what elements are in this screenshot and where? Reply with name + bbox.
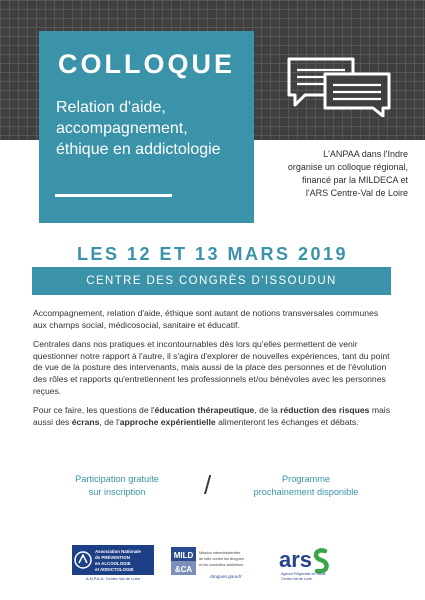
note-line: Participation gratuite <box>75 474 159 484</box>
anpaa-line: de PRÉVENTION <box>95 555 130 560</box>
note-line: sur inscription <box>88 486 146 497</box>
mildeca-url: drogues.gouv.fr <box>210 574 242 579</box>
mildeca-logo <box>171 545 255 581</box>
subtitle-line: éthique en addictologie <box>56 141 221 158</box>
title-box <box>39 31 254 223</box>
chat-bubbles-icon <box>287 57 391 117</box>
anpaa-line: en ALCOOLOGIE <box>95 561 131 566</box>
note-line: prochainement disponible <box>253 486 359 497</box>
organizer-text <box>256 148 408 200</box>
highlight-term: approche expérientielle <box>119 416 216 427</box>
mildeca-mark: &CA <box>174 565 193 574</box>
mildeca-line: de lutte contre les drogues <box>199 557 244 561</box>
text-run: alimenteront les échanges et débats. <box>215 416 359 427</box>
subtitle-line: accompagnement, <box>56 120 188 137</box>
highlight-term: réduction des risques <box>280 405 370 416</box>
separator-slash: / <box>204 470 212 500</box>
organizer-line: L'ANPAA dans l'Indre <box>323 149 408 159</box>
divider <box>55 194 172 197</box>
event-subtitle <box>56 97 254 160</box>
organizer-line: financé par la MILDECA et <box>301 175 408 185</box>
ars-line: Centre-Val de Loire <box>281 577 312 581</box>
registration-note <box>42 473 192 498</box>
organizer-line: l'ARS Centre-Val de Loire <box>305 188 408 198</box>
text-run: Pour ce faire, les questions de l' <box>33 405 155 416</box>
highlight-term: écrans <box>71 416 100 427</box>
text-run: , de la <box>254 405 281 416</box>
event-dates: LES 12 ET 13 MARS 2019 <box>76 244 349 264</box>
page-title: COLLOQUE <box>58 49 235 79</box>
description-paragraph: Accompagnement, relation d'aide, éthique sont autant de notions transversales communes aux champs social, médicosocial, sanitaire et éducatif. <box>33 308 379 330</box>
subtitle-line: Relation d'aide, <box>56 99 166 116</box>
note-line: Programme <box>282 474 330 484</box>
mildeca-line: et les conduites addictives <box>199 563 244 567</box>
program-note <box>231 473 381 498</box>
text-run: , de l' <box>99 416 120 427</box>
description <box>33 308 392 436</box>
anpaa-footer: A.N.P.A.A. Centre-Val de Loire <box>85 576 141 581</box>
ars-logo <box>279 545 341 581</box>
description-paragraph: Centrales dans nos pratiques et incontournables dès lors qu'elles permettent de venir questionner notre rapport à l'autre, il s'agira d'explorer de nouvelles expériences, tant du point de vue de la posture des intervenants, mais aussi de la place des personnes et de l'évolution des rôles et rapports qu'entretiennent les professionnels et/ou bénévoles avec les personnes reçues. <box>33 339 390 396</box>
anpaa-line: Association Nationale <box>95 549 141 554</box>
mildeca-line: Mission interministérielle <box>199 551 241 555</box>
event-venue: CENTRE DES CONGRÈS D'ISSOUDUN <box>32 267 391 295</box>
organizer-line: organise un colloque régional, <box>287 162 408 172</box>
mildeca-mark: MILD <box>173 551 194 560</box>
highlight-term: éducation thérapeutique <box>154 405 255 416</box>
description-paragraph <box>33 405 392 428</box>
ars-mark: ars <box>279 547 313 572</box>
anpaa-logo <box>72 545 154 581</box>
ars-line: Agence Régionale de Santé <box>281 572 326 576</box>
anpaa-line: et ADDICTOLOGIE <box>95 567 134 572</box>
text-run: mais aussi des <box>33 405 391 427</box>
